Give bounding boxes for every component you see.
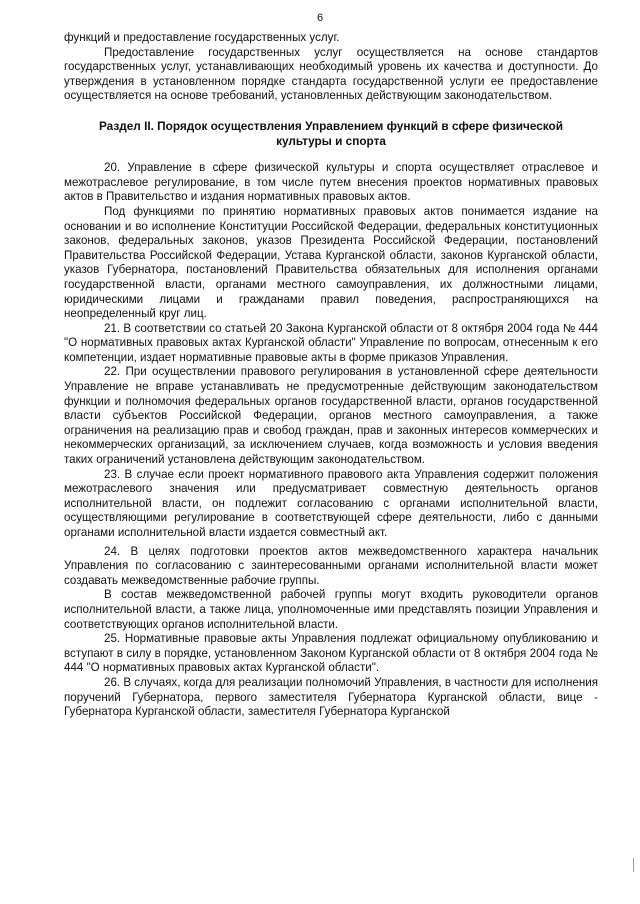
paragraph-item-22: 22. При осуществлении правового регулирования в установленной сфере деятельности Управление не вправе устанавливать не предусмотренные действующим законодательством функции и полномочия федеральных органов государственной власти, органов государственной власти субъектов Российской Федерации, органов местного самоуправления, а также ограничения на реализацию прав и свобод граждан, прав и законных интересов коммерческих и некоммерческих организаций, за исключением случаев, когда возможность и условия введения таких ограничений установлена действующим законодательством. xyxy=(64,365,598,467)
scan-edge-mark xyxy=(633,858,634,872)
paragraph-item-26: 26. В случаях, когда для реализации полномочий Управления, в частности для исполнения поручений Губернатора, первого заместителя Губернатора Курганской области, вице - Губернатора Курганской области, заместителя Губернатора Курганской xyxy=(64,675,599,719)
section-heading xyxy=(64,119,598,148)
paragraph: Предоставление государственных услуг осуществляется на основе стандартов государственных услуг, устанавливающих необходимый уровень их качества и доступности. До утверждения в установленном порядке стандарта государственной услуги ее предоставление осуществляется на основе требований, установленных действующим законодательством. xyxy=(64,45,598,103)
paragraph-item-25: 25. Нормативные правовые акты Управления подлежат официальному опубликованию и вступают в силу в порядке, установленном Законом Курганской области от 8 октября 2004 года № 444 "О нормативных правовых актах Курганской области". xyxy=(64,632,598,675)
document-body xyxy=(64,31,598,720)
section-heading-line: культуры и спорта xyxy=(276,133,386,148)
paragraph-item-21: 21. В соответствии со статьей 20 Закона Курганской области от 8 октября 2004 года № 444 "О нормативных правовых актах Курганской области" Управление по вопросам, отнесенным к его компетенции, издает нормативные правовые акты в форме приказов Управления. xyxy=(64,321,598,364)
paragraph-item-24: 24. В целях подготовки проектов актов межведомственного характера начальник Управления по согласованию с заинтересованными органами исполнительной власти может создавать межведомственные рабочие группы. xyxy=(64,544,598,587)
paragraph: В состав межведомственной рабочей группы могут входить руководители органов исполнительной власти, а также лица, уполномоченные ими представлять позиции Управления и соответствующих органов исполнительной власти. xyxy=(64,588,598,631)
paragraph: Под функциями по принятию нормативных правовых актов понимается издание на основании и во исполнение Конституции Российской Федерации, федеральных конституционных законов, федеральных законов, указов Президента Российской Федерации, постановлений Правительства Российской Федерации, Устава Курганской области, законов Курганской области, указов Губернатора, постановлений Правительства обязательных для исполнения органами государственной власти, органами местного самоуправления, их должностными лицами, юридическими лицами и гражданами правил поведения, распространяющихся на неопределенный круг лиц. xyxy=(64,204,598,321)
page-number: 6 xyxy=(316,12,324,24)
paragraph-item-23: 23. В случае если проект нормативного правового акта Управления содержит положения межотраслевого значения или предусматривает совместную деятельность органов исполнительной власти, он подлежит согласованию с органами исполнительной власти, осуществляющими регулирование в соответствующей сфере деятельности, либо с данными органами исполнительной власти издается совместный акт. xyxy=(64,467,598,539)
paragraph-continuation: функций и предоставление государственных услуг. xyxy=(64,31,340,44)
paragraph-item-20: 20. Управление в сфере физической культуры и спорта осуществляет отраслевое и межотраслевое регулирование, в том числе путем внесения проектов нормативных правовых актов в Правительство и издания нормативных правовых актов. xyxy=(64,161,598,204)
section-heading-line: Раздел II. Порядок осуществления Управлением функций в сфере физической xyxy=(98,118,564,133)
